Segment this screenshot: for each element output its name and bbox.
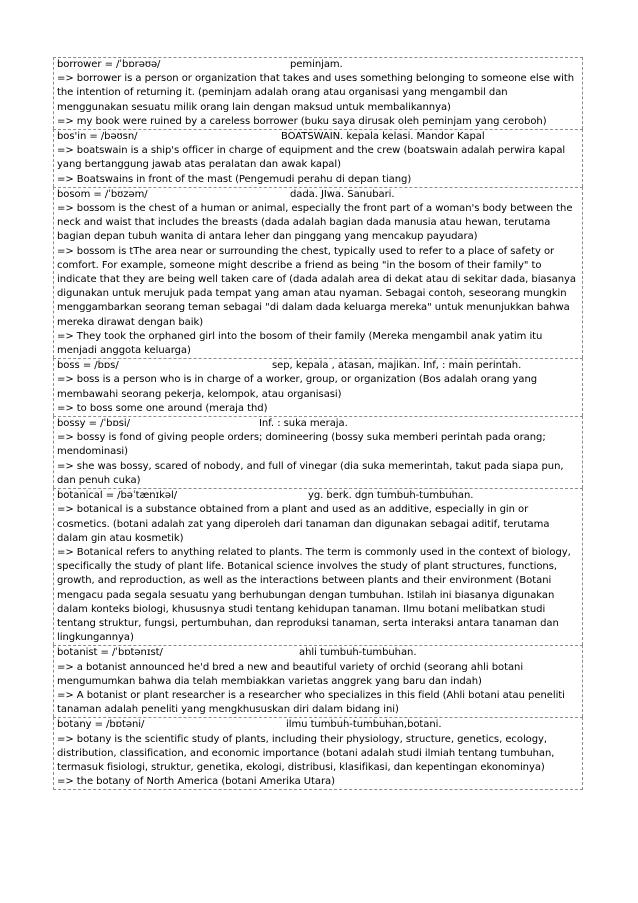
entry-translation: Inf. : suka meraja. (259, 418, 348, 430)
entry-definition: => botanical is a substance obtained from a plant and used as an additive, especially in gin or cosmetics. (botani adalah zat yang diperoleh dari tanaman dan digunakan sebagai aditif, terutama dalam gin atau kosmetik) (57, 504, 550, 544)
entry-headword-row (57, 646, 579, 660)
entry-definition: => bossom is tThe area near or surrounding the chest, typically used to refer to a place of safety or comfort. For example, someone might describe a friend as being "in the bosom of their family" to indicate that they are being well taken care of (dada adalah area di dekat atau di sekitar dada, biasanya digunakan untuk merujuk pada tempat yang aman atau nyaman. Sebagai contoh, seseorang mungkin menggambarkan seorang teman sebagai "di dalam dada keluarga mereka" untuk menunjukkan bahwa mereka dirawat dengan baik) (57, 245, 576, 328)
entry-translation: ahli tumbuh-tumbuhan. (299, 647, 417, 659)
entry-definition: => botany is the scientific study of plants, including their physiology, structure, genetics, ecology, distribution, classification, and economic importance (botani adalah studi ilmiah tentang tumbuhan, termasuk fisiologi, struktur, genetika, ekologi, distribusi, klasifikasi, dan kepentingan ekonominya) (57, 733, 555, 773)
dictionary-entry (53, 645, 583, 717)
entry-headword: bossy = /ˈbɒsi/ (57, 418, 130, 430)
entry-translation: yg. berk. dgn tumbuh-tumbuhan. (308, 490, 474, 502)
entry-headword: botanical = /bəˈtænɪkəl/ (57, 490, 178, 502)
entry-example: => They took the orphaned girl into the bosom of their family (Mereka mengambil anak yatim itu menjadi anggota keluarga) (57, 330, 543, 357)
entry-example: => the botany of North America (botani Amerika Utara) (57, 776, 335, 788)
entry-translation: ilmu tumbuh-tumbuhan,botani. (286, 719, 442, 731)
entry-headword: bosom = /ˈbʊzəm/ (57, 188, 148, 200)
entry-definition: => borrower is a person or organization that takes and uses something belonging to someone else with the intention of returning it. (peminjam adalah orang atau organisasi yang mengambil dan menggunakan sesuatu milik orang lain dengan maksud untuk membalikannya) (57, 73, 575, 113)
entry-example: => to boss some one around (meraja thd) (57, 402, 268, 414)
entry-headword: boss = /bɒs/ (57, 360, 119, 372)
entry-example: => Botanical refers to anything related to plants. The term is commonly used in the context of biology, specifically the study of plant life. Botanical science involves the study of plant structures, functions, growth, and reproduction, as well as the interactions between plants and their environment (Botani mengacu pada segala sesuatu yang berhubungan dengan tumbuhan. Istilah ini biasanya digunakan dalam konteks biologi, khususnya studi tentang kehidupan tanaman. Ilmu botani melibatkan studi tentang struktur, fungsi, pertumbuhan, dan reproduksi tanaman, serta interaksi antara tanaman dan lingkungannya) (57, 546, 571, 644)
entry-headword: botanist = /ˈbɒtənɪst/ (57, 647, 163, 659)
dictionary-entry (53, 187, 583, 358)
entry-headword: botany = /bɒtəni/ (57, 719, 145, 731)
entry-translation: peminjam. (290, 59, 343, 70)
entry-headword: bos'in = /bəʊsn/ (57, 131, 138, 143)
entry-example: => A botanist or plant researcher is a researcher who specializes in this field (Ahli botani atau peneliti tanaman adalah peneliti yang mengkhususkan diri dalam bidang ini) (57, 689, 565, 716)
entry-definition: => bossom is the chest of a human or animal, especially the front part of a woman's body between the neck and waist that includes the breasts (dada adalah bagian dada manusia atau hewan, terutama bagian depan tubuh wanita di antara leher dan pinggang yang mencakup payudara) (57, 203, 573, 243)
entry-definition: => bossy is fond of giving people orders; domineering (bossy suka memberi perintah pada orang; mendominasi) (57, 432, 546, 458)
dictionary-entry (53, 358, 583, 416)
entry-headword-row (57, 188, 579, 202)
entry-translation: dada. JIwa. Sanubari. (290, 188, 395, 200)
entry-headword: borrower = /ˈbɒrəʊə/ (57, 59, 161, 70)
entry-headword-row (57, 130, 579, 144)
entry-translation: BOATSWAIN. kepala kelasi. Mandor Kapal (281, 131, 485, 143)
entry-headword-row (57, 58, 579, 72)
dictionary-entry (53, 129, 583, 187)
entry-headword-row (57, 718, 579, 732)
dictionary-entry (53, 416, 583, 488)
entry-definition: => boatswain is a ship's officer in charge of equipment and the crew (boatswain adalah perwira kapal yang bertanggung jawab atas peralatan dan awak kapal) (57, 145, 566, 171)
dictionary-entry (53, 717, 583, 790)
entry-example: => my book were ruined by a careless borrower (buku saya dirusak oleh peminjam yang ceroboh) (57, 115, 547, 127)
dictionary-entry (53, 57, 583, 129)
entry-example: => she was bossy, scared of nobody, and full of vinegar (dia suka memerintah, takut pada siapa pun, dan penuh cuka) (57, 460, 564, 486)
entry-headword-row (57, 359, 579, 373)
entry-definition: => a botanist announced he'd bred a new and beautiful variety of orchid (seorang ahli botani mengumumkan bahwa dia telah membiakkan varietas anggrek yang baru dan indah) (57, 661, 524, 687)
entry-translation: sep, kepala , atasan, majikan. Inf, : main perintah. (272, 360, 522, 372)
dictionary-entry (53, 488, 583, 645)
entry-example: => Boatswains in front of the mast (Pengemudi perahu di depan tiang) (57, 173, 412, 185)
entry-headword-row (57, 489, 579, 503)
entry-definition: => boss is a person who is in charge of a worker, group, or organization (Bos adalah orang yang membawahi seorang pekerja, kelompok, atau organisasi) (57, 374, 538, 400)
entry-headword-row (57, 417, 579, 431)
dictionary-page (53, 57, 583, 790)
